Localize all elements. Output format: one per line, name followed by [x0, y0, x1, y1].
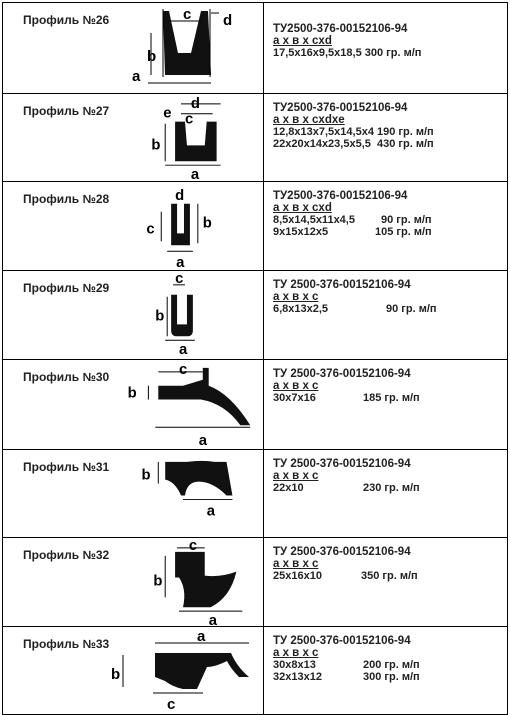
tu-spec: ТУ 2500-376-00152106-94: [273, 635, 411, 647]
label-c: c: [179, 361, 188, 378]
label-a: a: [132, 68, 141, 85]
label-c: c: [184, 111, 194, 128]
profile-name: Профиль №32: [23, 548, 110, 562]
profile-row-31: [3, 450, 507, 538]
size-line: 22х10 230 гр. м/п: [273, 482, 420, 494]
spec-cell-28: [264, 182, 507, 270]
tu-spec: ТУ2500-376-00152106-94: [273, 23, 408, 35]
label-c: c: [188, 538, 198, 554]
tu-spec: ТУ2500-376-00152106-94: [273, 190, 408, 202]
profile-drawing-27: [103, 94, 263, 181]
profile-cell-30: [3, 360, 264, 449]
label-a: a: [206, 503, 215, 520]
label-b: b: [147, 48, 157, 65]
profile-drawing-31: [103, 450, 263, 537]
profile-name: Профиль №27: [23, 104, 110, 118]
label-d: d: [190, 95, 200, 112]
label-b: b: [202, 215, 212, 232]
label-a: a: [190, 167, 200, 181]
profile-row-32: [3, 538, 507, 627]
spec-cell-26: [264, 3, 507, 93]
label-b: b: [141, 467, 151, 484]
size-line: 12,8х13х7,5х14,5х4 190 гр. м/п: [273, 126, 434, 138]
tu-spec: ТУ2500-376-00152106-94: [273, 102, 408, 114]
profile-name: Профиль №33: [23, 637, 110, 651]
size-line: 9х15х12х5 105 гр. м/п: [273, 226, 432, 238]
label-a: a: [197, 628, 206, 645]
label-a: a: [176, 255, 185, 270]
label-e: e: [163, 105, 172, 122]
spec-cell-33: [264, 627, 507, 714]
tu-spec: ТУ 2500-376-00152106-94: [273, 458, 411, 470]
dims-formula: а х в х с: [273, 558, 319, 570]
profile-name: Профиль №28: [23, 192, 110, 206]
dims-formula: а х в х с: [273, 291, 319, 303]
profile-row-29: [3, 271, 507, 360]
tu-spec: ТУ 2500-376-00152106-94: [273, 368, 411, 380]
profile-drawing-33: [103, 627, 263, 714]
label-a: a: [208, 613, 217, 626]
profile-name: Профиль №31: [23, 460, 110, 474]
label-c: c: [167, 696, 176, 713]
label-a: a: [179, 342, 188, 359]
size-line: 22х20х14х23,5х5,5 430 гр. м/п: [273, 138, 434, 150]
dims-formula: а х в х с: [273, 647, 319, 659]
profile-row-26: [3, 3, 507, 94]
profile-name: Профиль №26: [23, 13, 110, 27]
size-line: 8,5х14,5х11х4,5 90 гр. м/п: [273, 214, 432, 226]
profile-cell-28: [3, 182, 264, 270]
spec-cell-27: [264, 94, 507, 181]
label-b: b: [127, 385, 137, 402]
profile-row-27: [3, 94, 507, 182]
profile-name: Профиль №30: [23, 370, 110, 384]
size-line: 32х13х12 300 гр. м/п: [273, 671, 420, 683]
dims-formula: а х в х сxdxe: [273, 114, 345, 126]
dims-formula: а х в х сxd: [273, 35, 332, 47]
profile-row-33: [3, 627, 507, 714]
profile-cell-29: [3, 271, 264, 359]
profile-cell-31: [3, 450, 264, 537]
label-b: b: [153, 573, 163, 590]
spec-cell-32: [264, 538, 507, 626]
spec-cell-31: [264, 450, 507, 537]
label-d: d: [175, 187, 185, 204]
spec-cell-30: [264, 360, 507, 449]
spec-cell-29: [264, 271, 507, 359]
profile-row-30: [3, 360, 507, 450]
dims-formula: а х в х с: [273, 470, 319, 482]
label-b: b: [111, 666, 121, 683]
profile-cell-33: [3, 627, 264, 714]
size-line: 25х16х10 350 гр. м/п: [273, 570, 418, 582]
size-line: 17,5х16х9,5х18,5 300 гр. м/п: [273, 47, 422, 59]
profile-row-28: [3, 182, 507, 271]
label-c: c: [175, 271, 184, 287]
profile-cell-26: [3, 3, 264, 93]
label-a: a: [198, 433, 208, 449]
size-line: 6,8х13х2,5 90 гр. м/п: [273, 303, 437, 315]
dims-formula: а х в х с: [273, 380, 319, 392]
profile-drawing-26: [103, 3, 263, 93]
label-b: b: [155, 308, 165, 325]
dims-formula: а х в х сxd: [273, 202, 332, 214]
label-c: c: [183, 6, 192, 23]
label-d: d: [223, 12, 233, 29]
tu-spec: ТУ 2500-376-00152106-94: [273, 279, 411, 291]
size-line: 30х7х16 185 гр. м/п: [273, 392, 420, 404]
profile-drawing-29: [103, 271, 263, 359]
profiles-table: [2, 2, 508, 715]
profile-cell-27: [3, 94, 264, 181]
profile-drawing-32: [103, 538, 263, 626]
label-c: c: [146, 221, 155, 238]
profile-name: Профиль №29: [23, 281, 110, 295]
tu-spec: ТУ 2500-376-00152106-94: [273, 546, 411, 558]
profile-drawing-30: [103, 360, 263, 449]
label-b: b: [151, 137, 161, 154]
profile-drawing-28: [103, 182, 263, 270]
profile-cell-32: [3, 538, 264, 626]
size-line: 30х8х13 200 гр. м/п: [273, 659, 420, 671]
